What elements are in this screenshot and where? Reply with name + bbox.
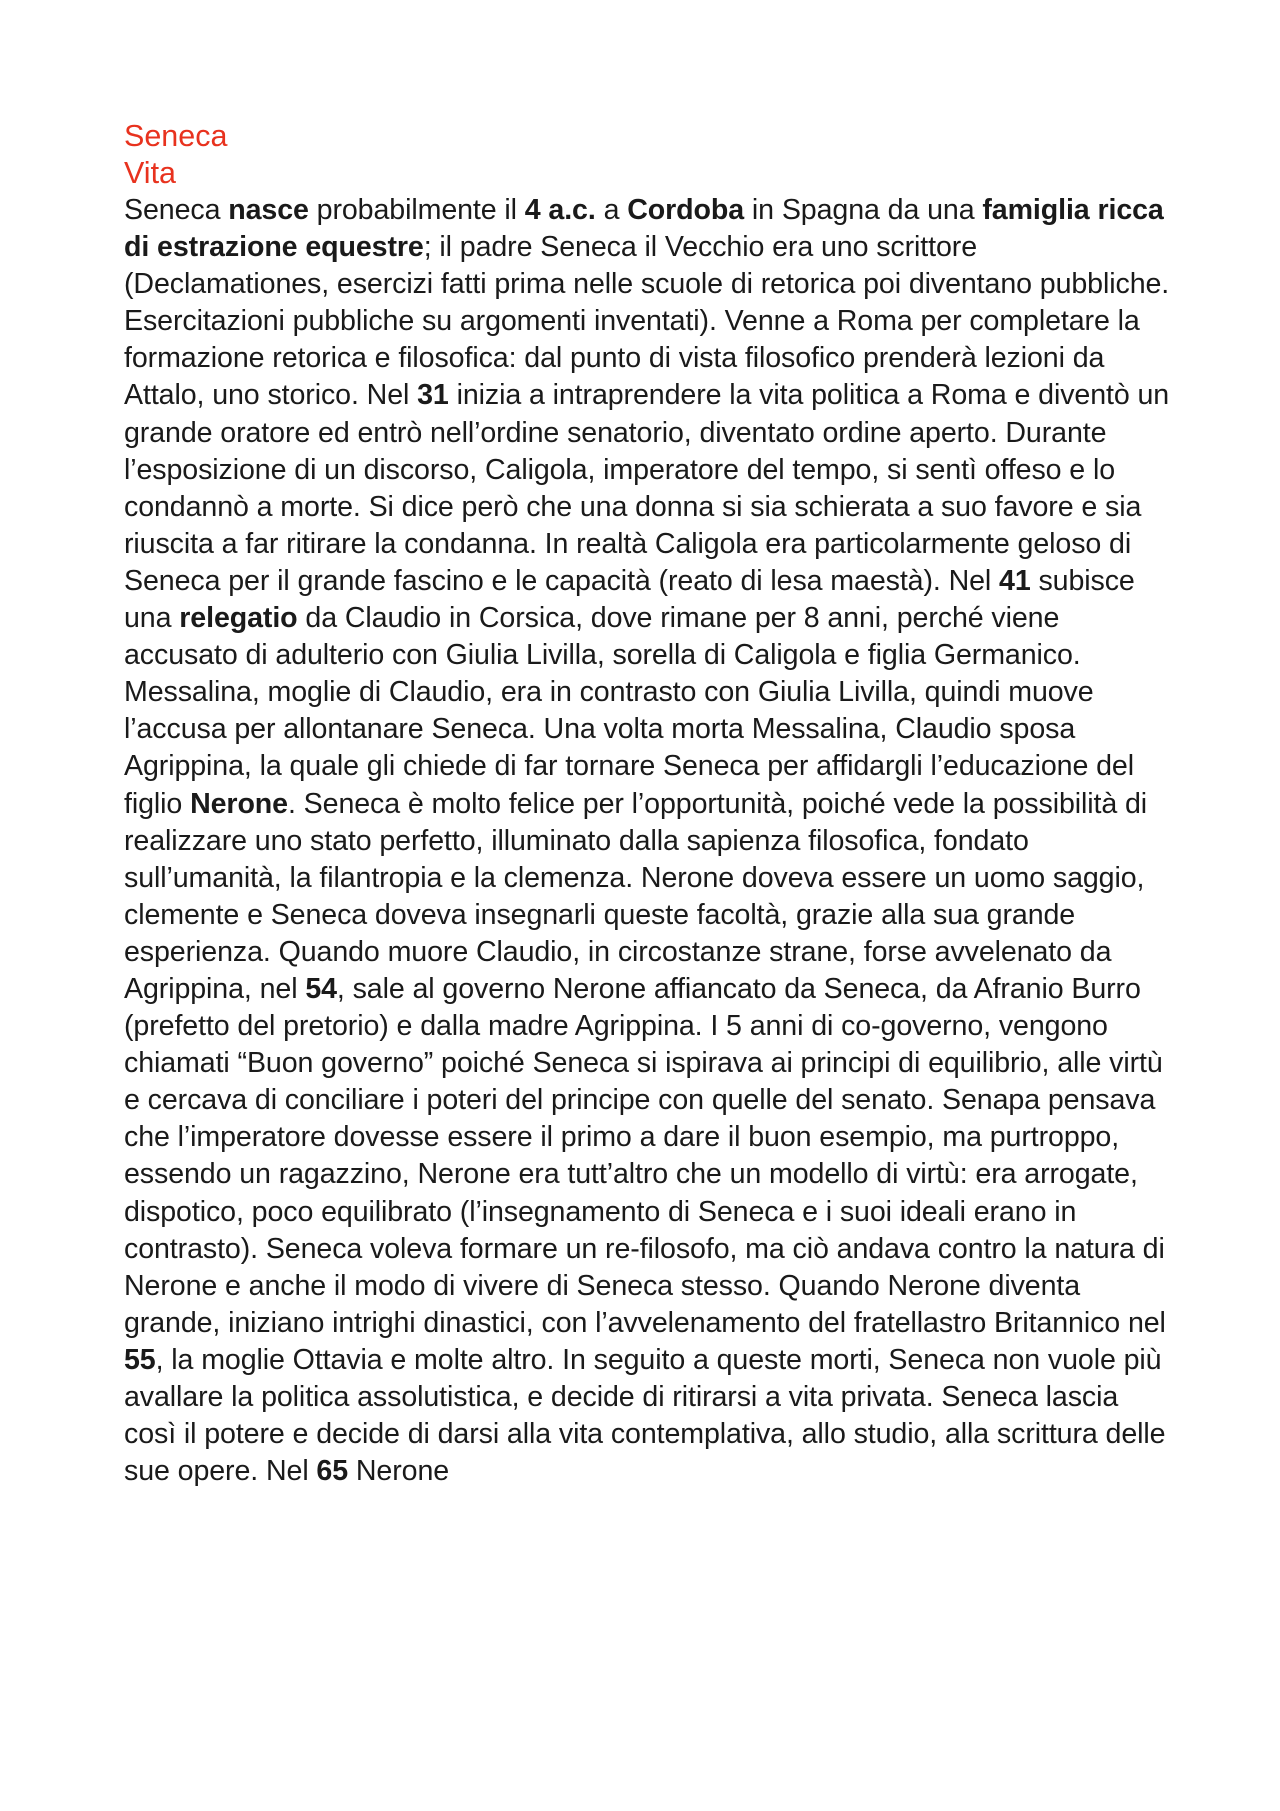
- bold-text-run: nasce: [228, 194, 309, 226]
- text-run: a: [595, 194, 628, 226]
- bold-text-run: Nerone: [190, 787, 288, 820]
- text-run: , la moglie Ottavia e molte altro. In seguito a queste morti, Seneca non vuole più avallare la politica assolutistica, e decide di ritirarsi a vita privata. Seneca lascia così il potere e decide di darsi alla vita contemplativa, allo studio, alla scrittura delle sue opere. Nel: [124, 1343, 1166, 1488]
- bold-text-run: Cordoba: [627, 194, 745, 226]
- text-run: Seneca: [124, 194, 229, 226]
- text-run: in Spagna da una: [744, 194, 983, 226]
- document-title: Seneca: [124, 119, 228, 153]
- bold-text-run: 41: [999, 564, 1031, 597]
- bold-text-run: 31: [417, 379, 449, 412]
- bold-text-run: relegatio: [179, 602, 298, 635]
- bold-text-run: 55: [124, 1343, 156, 1376]
- bold-text-run: 54: [305, 972, 337, 1005]
- body-paragraph: [124, 192, 1174, 1490]
- text-run: inizia a intraprendere la vita politica a Roma e diventò un grande oratore ed entrò nell’ordine senatorio, diventato ordine aperto. Durante l’esposizione di un discorso, Caligola, imperatore del tempo, si sentì offeso e lo condannò a morte. Si dice però che una donna si sia schierata a suo favore e sia riuscita a far ritirare la condanna. In realtà Caligola era particolarmente geloso di Seneca per il grande fascino e le capacità (reato di lesa maestà). Nel: [124, 379, 1170, 597]
- text-run: Nerone: [348, 1455, 450, 1488]
- text-run: probabilmente il: [308, 194, 525, 226]
- bold-text-run: famiglia ricca di estrazione equestre: [124, 194, 1164, 264]
- bold-text-run: 4 a.c.: [524, 194, 596, 226]
- text-run: subisce una: [124, 564, 1135, 635]
- bold-text-run: 65: [316, 1455, 349, 1488]
- text-run: da Claudio in Corsica, dove rimane per 8 anni, perché viene accusato di adulterio con Giulia Livilla, sorella di Caligola e figlia Germanico. Messalina, moglie di Claudio, era in contrasto con Giulia Livilla, quindi muove l’accusa per allontanare Seneca. Una volta morta Messalina, Claudio sposa Agrippina, la quale gli chiede di far tornare Seneca per affidargli l’educazione del figlio: [124, 602, 1134, 820]
- document-body: [124, 118, 1174, 1490]
- text-run: ; il padre Seneca il Vecchio era uno scrittore (Declamationes, esercizi fatti prima nelle scuole di retorica poi diventano pubbliche. Esercitazioni pubbliche su argomenti inventati). Venne a Roma per completare la formazione retorica e filosofica: dal punto di vista filosofico prenderà lezioni da Attalo, uno storico. Nel: [124, 231, 1170, 412]
- section-heading: Vita: [124, 156, 177, 190]
- text-run: , sale al governo Nerone affiancato da Seneca, da Afranio Burro (prefetto del pretorio) e dalla madre Agrippina. I 5 anni di co-governo, vengono chiamati “Buon governo” poiché Seneca si ispirava ai principi di equilibrio, alle virtù e cercava di conciliare i poteri del principe con quelle del senato. Senapa pensava che l’imperatore dovesse essere il primo a dare il buon esempio, ma purtroppo, essendo un ragazzino, Nerone era tutt’altro che un modello di virtù: era arrogate, dispotico, poco equilibrato (l’insegnamento di Seneca e i suoi ideali erano in contrasto). Seneca voleva formare un re-filosofo, ma ciò andava contro la natura di Nerone e anche il modo di vivere di Seneca stesso. Quando Nerone diventa grande, iniziano intrighi dinastici, con l’avvelenamento del fratellastro Britannico nel: [124, 972, 1166, 1339]
- text-run: . Seneca è molto felice per l’opportunità, poiché vede la possibilità di realizzare uno stato perfetto, illuminato dalla sapienza filosofica, fondato sull’umanità, la filantropia e la clemenza. Nerone doveva essere un uomo saggio, clemente e Seneca doveva insegnarli queste facoltà, grazie alla sua grande esperienza. Quando muore Claudio, in circostanze strane, forse avvelenato da Agrippina, nel: [124, 787, 1148, 1005]
